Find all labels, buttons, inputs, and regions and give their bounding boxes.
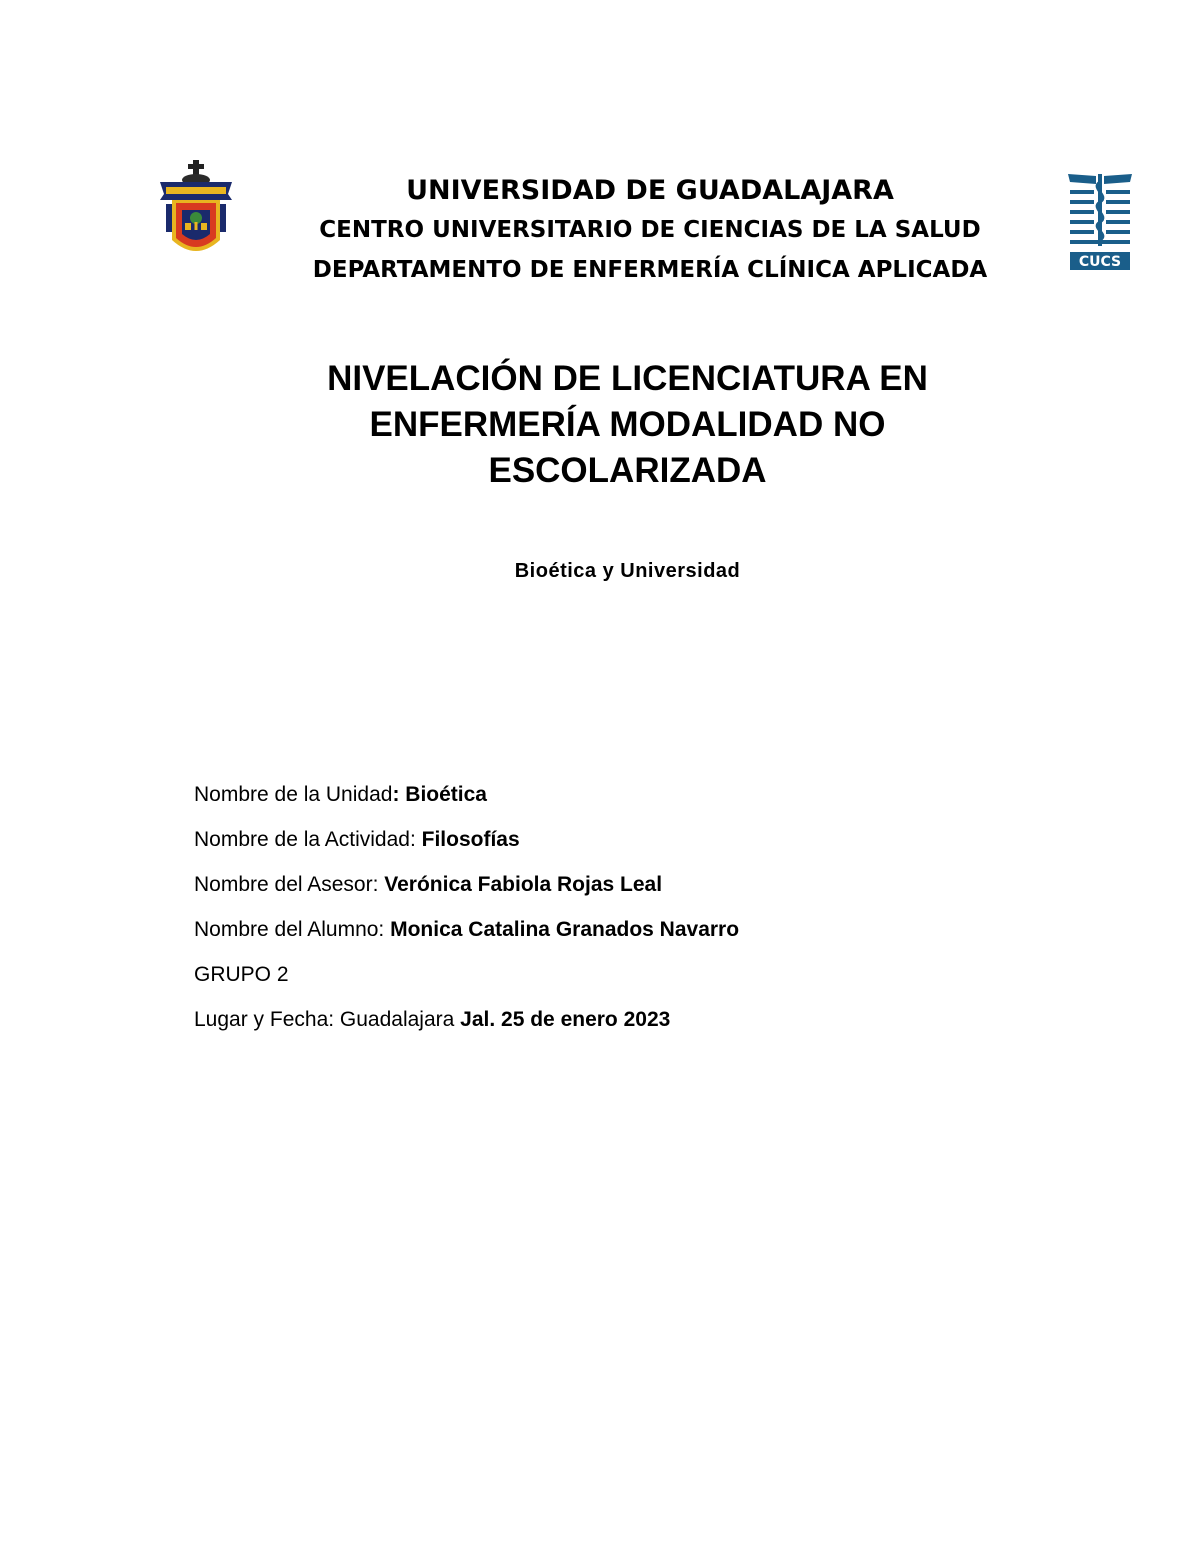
place-date-value: Jal. 25 de enero 2023: [460, 1008, 671, 1031]
university-name: UNIVERSIDAD DE GUADALAJARA: [406, 175, 894, 206]
department-name: DEPARTAMENTO DE ENFERMERÍA CLÍNICA APLICADA: [312, 257, 988, 283]
unit-row: [194, 780, 739, 825]
document-title: [200, 356, 1055, 494]
title-line-3: ESCOLARIZADA: [488, 451, 767, 490]
advisor-value: Verónica Fabiola Rojas Leal: [384, 873, 663, 896]
title-line-1: NIVELACIÓN DE LICENCIATURA EN: [327, 359, 928, 398]
activity-row: [194, 825, 739, 870]
advisor-row: [194, 870, 739, 915]
course-subject: Bioética y Universidad: [514, 560, 741, 582]
activity-value: Filosofías: [421, 828, 520, 851]
cucs-logo-text: CUCS: [1078, 254, 1122, 270]
student-label: Nombre del Alumno:: [194, 918, 391, 941]
student-value: Monica Catalina Granados Navarro: [390, 918, 740, 941]
student-info: [194, 780, 739, 1050]
unit-label: Nombre de la Unidad: [194, 783, 393, 806]
unit-separator: :: [392, 783, 406, 806]
advisor-label: Nombre del Asesor:: [194, 873, 385, 896]
group-label: GRUPO 2: [194, 963, 289, 986]
unit-value: Bioética: [405, 783, 487, 806]
udg-crest-icon: [158, 160, 234, 260]
place-label: Lugar y Fecha: Guadalajara: [194, 1008, 461, 1031]
title-line-2: ENFERMERÍA MODALIDAD NO: [369, 405, 886, 444]
center-name: CENTRO UNIVERSITARIO DE CIENCIAS DE LA SALUD: [319, 217, 981, 243]
cucs-caduceus-icon: [1066, 170, 1134, 272]
institution-header: [250, 172, 1050, 290]
place-date-row: [194, 1005, 739, 1050]
activity-label: Nombre de la Actividad:: [194, 828, 422, 851]
student-row: [194, 915, 739, 960]
group-row: [194, 960, 739, 1005]
